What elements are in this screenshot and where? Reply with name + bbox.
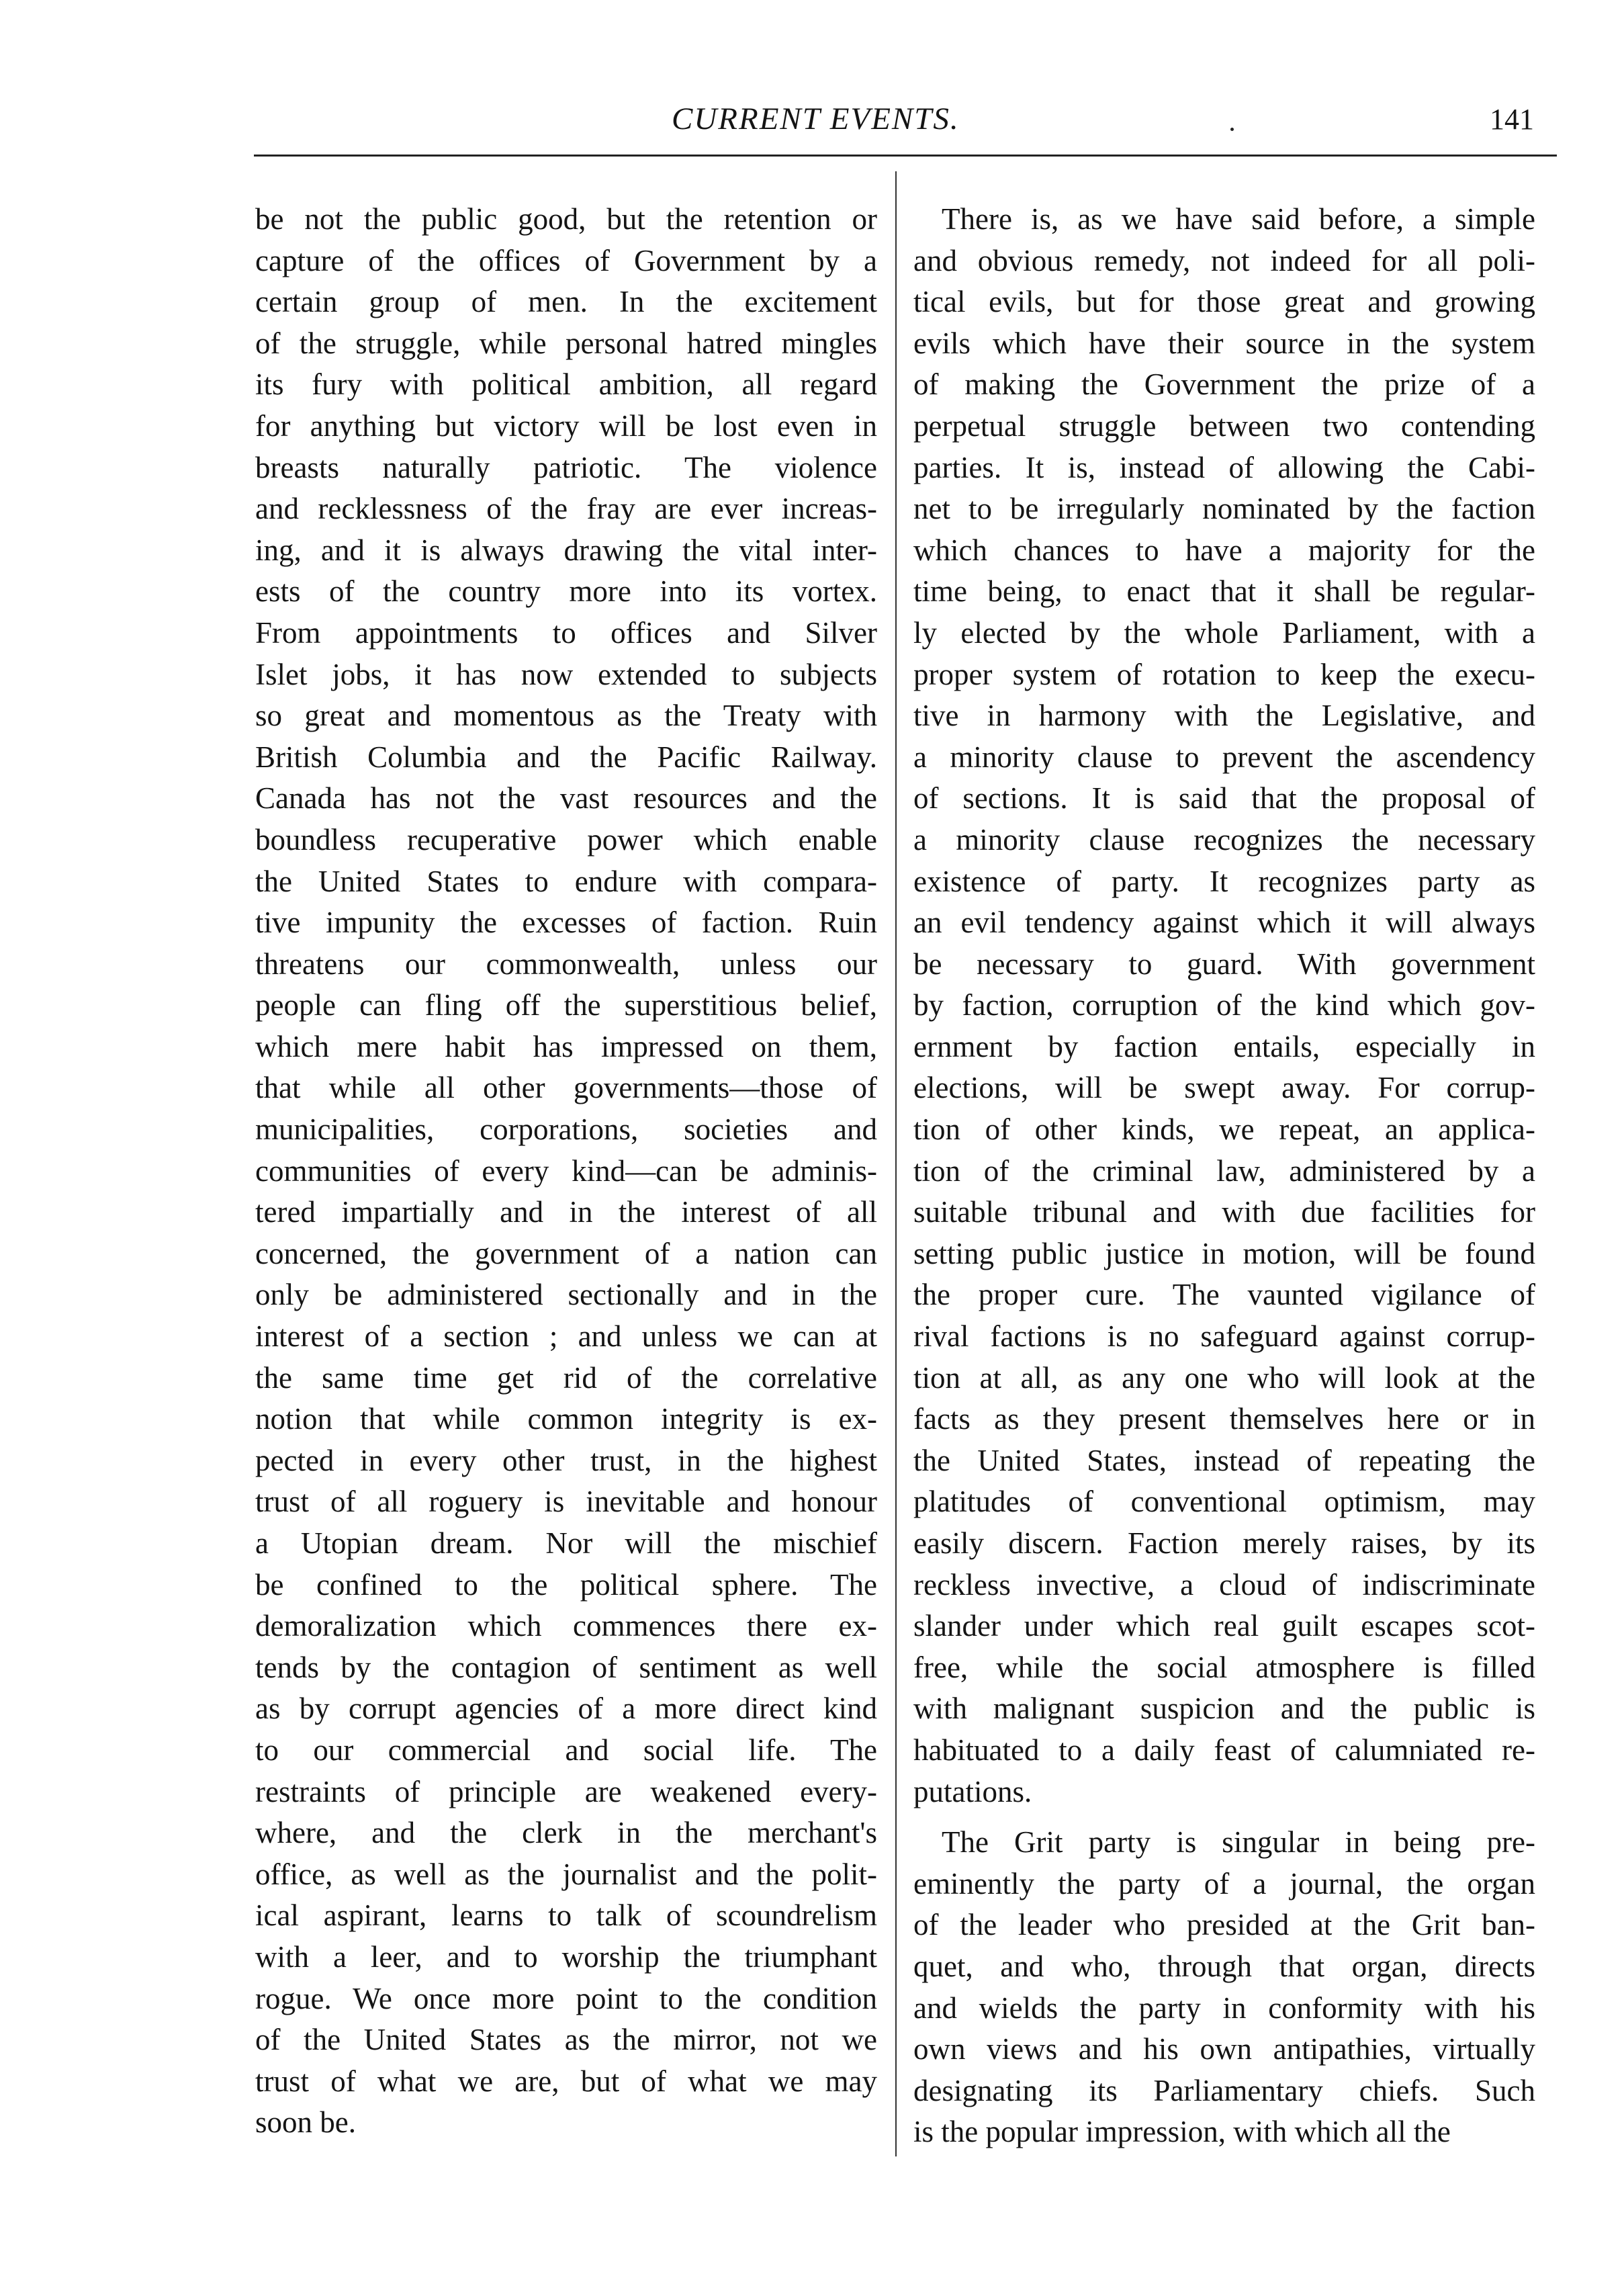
text-line: notion that while common integrity is ex- [255, 1402, 877, 1436]
text-line: easily discern. Faction merely raises, by its [913, 1526, 1535, 1560]
text-line: soon be. [255, 2105, 356, 2140]
text-line: ing, and it is always drawing the vital inter- [255, 533, 877, 567]
text-line: eminently the party of a journal, the organ [913, 1866, 1535, 1900]
text-line: habituated to a daily feast of calumniated re- [913, 1733, 1535, 1767]
text-line: to our commercial and social life. The [255, 1733, 877, 1767]
text-line: a minority clause to prevent the ascendency [913, 740, 1535, 774]
text-line: There is, as we have said before, a simple [942, 202, 1535, 236]
text-line: tends by the contagion of sentiment as well [255, 1650, 877, 1684]
text-line: British Columbia and the Pacific Railway. [255, 740, 877, 774]
text-line: for anything but victory will be lost even in [255, 408, 877, 443]
text-line: that while all other governments—those of [255, 1071, 877, 1105]
text-line: From appointments to offices and Silver [255, 615, 877, 650]
text-line: with a leer, and to worship the triumphant [255, 1939, 877, 1974]
text-line: tion of the criminal law, administered by a [913, 1153, 1535, 1188]
text-line: with malignant suspicion and the public is [913, 1692, 1535, 1726]
text-line: tion of other kinds, we repeat, an applica- [913, 1112, 1535, 1147]
text-line: as by corrupt agencies of a more direct kind [255, 1692, 877, 1726]
text-line: breasts naturally patriotic. The violence [255, 450, 877, 484]
text-line: slander under which real guilt escapes scot- [913, 1609, 1535, 1643]
text-line: tion at all, as any one who will look at the [913, 1360, 1535, 1395]
text-line: tical evils, but for those great and growing [913, 285, 1535, 319]
text-line: and wields the party in conformity with his [913, 1991, 1535, 2025]
text-line: rogue. We once more point to the condition [255, 1981, 877, 2015]
text-line: office, as well as the journalist and the polit- [255, 1857, 877, 1891]
text-line: where, and the clerk in the merchant's [255, 1816, 877, 1850]
text-line: rival factions is no safeguard against corrup- [913, 1319, 1535, 1354]
text-line: which mere habit has impressed on them, [255, 1029, 877, 1063]
print-speck [1230, 128, 1234, 131]
left-column [255, 199, 877, 2144]
text-line: a minority clause recognizes the necessary [913, 822, 1535, 857]
text-line: perpetual struggle between two contending [913, 408, 1535, 443]
text-line: designating its Parliamentary chiefs. Such [913, 2073, 1535, 2107]
text-line: parties. It is, instead of allowing the Cabi- [913, 450, 1535, 484]
paragraph-spacer [913, 1812, 1535, 1822]
page-number: 141 [1490, 103, 1534, 136]
text-line: reckless invective, a cloud of indiscriminate [913, 1567, 1535, 1602]
text-line: ernment by faction entails, especially in [913, 1029, 1535, 1063]
text-line: concerned, the government of a nation can [255, 1236, 877, 1270]
text-line: demoralization which commences there ex- [255, 1609, 877, 1643]
text-line: Canada has not the vast resources and the [255, 781, 877, 816]
text-line: people can fling off the superstitious belief, [255, 988, 877, 1022]
text-line: of the United States as the mirror, not we [255, 2023, 877, 2057]
text-line: of the leader who presided at the Grit ban- [913, 1908, 1535, 1942]
text-line: and obvious remedy, not indeed for all poli- [913, 243, 1535, 277]
text-line: capture of the offices of Government by a [255, 243, 877, 277]
text-line: elections, will be swept away. For corrup- [913, 1071, 1535, 1105]
text-line: The Grit party is singular in being pre- [942, 1825, 1535, 1860]
text-line: the United States, instead of repeating the [913, 1443, 1535, 1477]
text-line: trust of all roguery is inevitable and honour [255, 1485, 877, 1519]
text-line: own views and his own antipathies, virtually [913, 2032, 1535, 2066]
text-line: which chances to have a majority for the [913, 533, 1535, 567]
text-line: evils which have their source in the system [913, 326, 1535, 360]
text-line: restraints of principle are weakened every- [255, 1774, 877, 1808]
text-line: quet, and who, through that organ, directs [913, 1949, 1535, 1983]
text-line: net to be irregularly nominated by the faction [913, 492, 1535, 526]
text-line: of the struggle, while personal hatred mingles [255, 326, 877, 360]
text-line: and recklessness of the fray are ever increas- [255, 492, 877, 526]
text-line: facts as they present themselves here or in [913, 1402, 1535, 1436]
text-line: ly elected by the whole Parliament, with a [913, 615, 1535, 650]
text-line: of sections. It is said that the proposal of [913, 781, 1535, 816]
text-line: of making the Government the prize of a [913, 367, 1535, 402]
right-column [913, 199, 1535, 2153]
text-line: pected in every other trust, in the highest [255, 1443, 877, 1477]
text-line: communities of every kind—can be adminis- [255, 1153, 877, 1188]
text-line: a Utopian dream. Nor will the mischief [255, 1526, 877, 1560]
text-line: tive impunity the excesses of faction. Ruin [255, 906, 877, 940]
text-line: putations. [913, 1774, 1032, 1808]
text-line: threatens our commonwealth, unless our [255, 947, 877, 981]
text-line: proper system of rotation to keep the execu- [913, 657, 1535, 691]
header-rule [254, 155, 1557, 157]
text-line: free, while the social atmosphere is filled [913, 1650, 1535, 1684]
text-line: the proper cure. The vaunted vigilance of [913, 1278, 1535, 1312]
running-title: CURRENT EVENTS. [672, 101, 960, 136]
text-line: municipalities, corporations, societies and [255, 1112, 877, 1147]
text-line: Islet jobs, it has now extended to subjects [255, 657, 877, 691]
text-line: existence of party. It recognizes party as [913, 864, 1535, 898]
text-line: be not the public good, but the retention or [255, 202, 877, 236]
text-line: be necessary to guard. With government [913, 947, 1535, 981]
text-line: boundless recuperative power which enable [255, 822, 877, 857]
text-line: setting public justice in motion, will be found [913, 1236, 1535, 1270]
text-line: certain group of men. In the excitement [255, 285, 877, 319]
text-line: interest of a section ; and unless we can at [255, 1319, 877, 1354]
text-line: by faction, corruption of the kind which gov- [913, 988, 1535, 1022]
text-line: ests of the country more into its vortex. [255, 574, 877, 609]
text-line: the United States to endure with compara- [255, 864, 877, 898]
text-line: its fury with political ambition, all regard [255, 367, 877, 402]
text-line: tive in harmony with the Legislative, and [913, 699, 1535, 733]
text-line: be confined to the political sphere. The [255, 1567, 877, 1602]
text-line: platitudes of conventional optimism, may [913, 1485, 1535, 1519]
text-line: time being, to enact that it shall be regular- [913, 574, 1535, 609]
text-line: tered impartially and in the interest of all [255, 1195, 877, 1229]
text-line: ical aspirant, learns to talk of scoundrelism [255, 1898, 877, 1933]
text-line: an evil tendency against which it will always [913, 906, 1535, 940]
text-line: suitable tribunal and with due facilities for [913, 1195, 1535, 1229]
text-line: is the popular impression, with which all the [913, 2115, 1451, 2149]
column-divider [895, 171, 897, 2156]
text-line: only be administered sectionally and in the [255, 1278, 877, 1312]
text-line: so great and momentous as the Treaty with [255, 699, 877, 733]
text-line: the same time get rid of the correlative [255, 1360, 877, 1395]
text-line: trust of what we are, but of what we may [255, 2064, 877, 2098]
